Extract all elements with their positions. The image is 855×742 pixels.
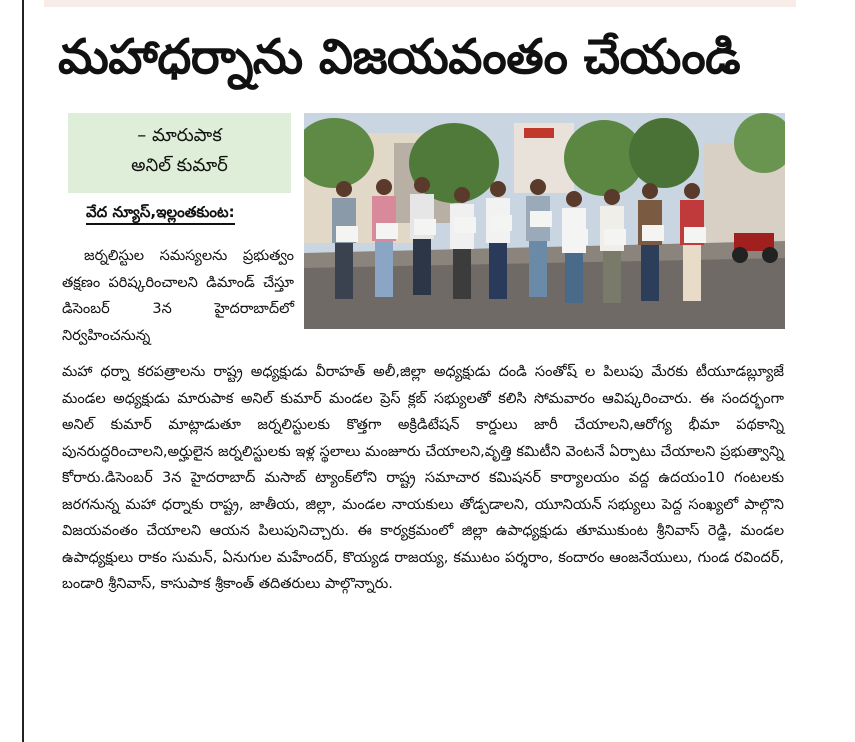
byline-line-1: – మారుపాక xyxy=(137,125,222,146)
news-photo xyxy=(304,113,785,329)
article-body-intro xyxy=(62,243,294,349)
article-body-main xyxy=(62,359,784,598)
byline-line-2: అనిల్ కుమార్ xyxy=(131,155,228,176)
headline: మహాధర్నాను విజయవంతం చేయండి xyxy=(58,29,741,85)
article-paragraph-main: మహా ధర్నా కరపత్రాలను రాష్ట్ర అధ్యక్షుడు వీరాహత్ అలీ,జిల్లా అధ్యక్షుడు దండి సంతోష్ ల పిలుపు మేరకు టీయూడబ్ల్యూజే మండల అధ్యక్షుడు మారుపాక అనిల్ కుమార్ మండల ప్రెస్ క్లబ్ సభ్యులతో కలిసి సోమవారం ఆవిష్కరించారు. ఈ సందర్భంగా అనిల్ కుమార్ మాట్లాడుతూ జర్నలిస్టులకు కొత్తగా అక్రిడిటేషన్ కార్డులు జారీ చేయాలని,ఆరోగ్య భీమా పథకాన్ని పునరుద్ధరించాలని,అర్హులైన జర్నలిస్టులకు ఇళ్ల స్థలాలు మంజూరు చేయాలని,వృత్తి కమిటీని వెంటనే ఏర్పాటు చేయాలని ప్రభుత్వాన్ని కోరారు.డిసెంబర్ 3న హైదరాబాద్ మసాబ్ ట్యాంక్‌లోని రాష్ట్ర సమాచార కమిషనర్ కార్యాలయం వద్ద ఉదయం10 గంటలకు జరగనున్న మహా ధర్నాకు రాష్ట్ర, జాతీయ, జిల్లా, మండల నాయకులు తోడ్పడాలని, యూనియన్ సభ్యులు పెద్ద సంఖ్యలో పాల్గొని విజయవంతం చేయాలని ఆయన పిలుపునిచ్చారు. ఈ కార్యక్రమంలో జిల్లా ఉపాధ్యక్షుడు తూముకుంట శ్రీనివాస్ రెడ్డి, మండల ఉపాధ్యక్షులు రాకం సుమన్, ఏనుగుల మహేందర్, కొయ్యడ రాజయ్య, కముటం పర్శరాం, కందారం ఆంజనేయులు, గుండ రవిందర్, బండారి శ్రీనివాస్, కాసుపాక శ్రీకాంత్ తదితరులు పాల్గొన్నారు. xyxy=(62,364,784,592)
column-rule xyxy=(22,0,24,742)
dateline: వేద న్యూస్,ఇల్లంతకుంట: xyxy=(86,201,235,225)
byline-box xyxy=(68,113,291,193)
top-strip xyxy=(44,0,796,7)
group-photo-icon xyxy=(304,113,785,329)
article-paragraph-intro: జర్నలిస్టుల సమస్యలను ప్రభుత్వం తక్షణం పరిష్కరించాలని డిమాండ్ చేస్తూ డిసెంబర్ 3న హైదరాబాద్‌లో నిర్వహించనున్న xyxy=(62,248,294,344)
